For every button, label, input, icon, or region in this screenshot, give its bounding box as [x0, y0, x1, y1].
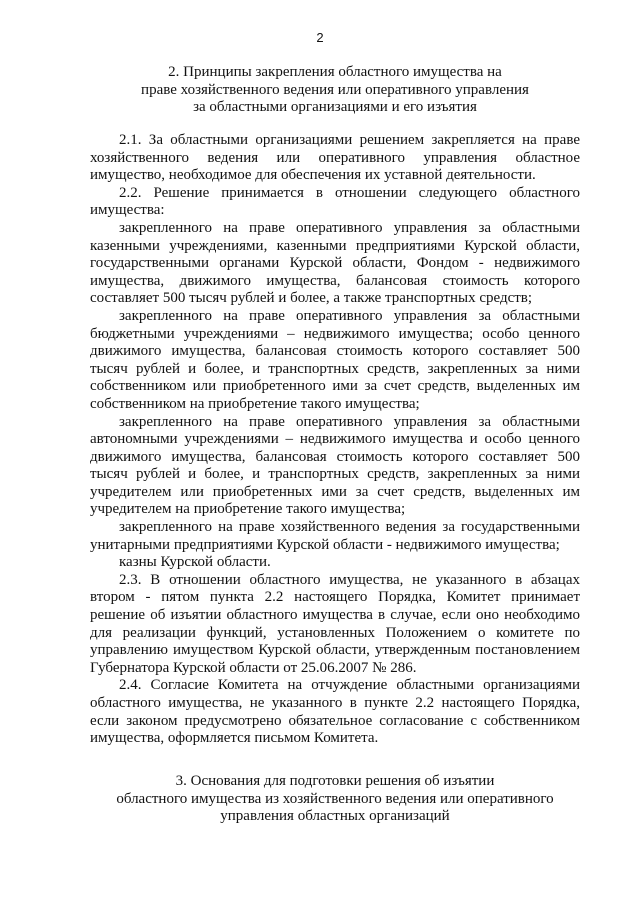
paragraph-2-4: 2.4. Согласие Комитета на отчуждение областными организациями областного имущества, не указанного в пункте 2.2 настоящего Порядка, если законом предусмотрено обязательное согласование с собственником имущества, оформляется письмом Комитета. [90, 677, 580, 747]
section-3-heading-line: областного имущества из хозяйственного ведения или оперативного [116, 790, 554, 807]
paragraph-2-2-item-5: казны Курской области. [119, 554, 271, 571]
paragraph-2-2-item-4: закрепленного на праве хозяйственного ведения за государственными унитарными предприятиями Курской области - недвижимого имущества; [90, 519, 580, 553]
section-3-heading [90, 773, 580, 826]
page-number: 2 [316, 30, 324, 45]
paragraph-2-1: 2.1. За областными организациями решением закрепляется на праве хозяйственного ведения или оперативного управления областное имущество, необходимое для обеспечения их уставной деятельности. [90, 132, 580, 184]
section-2-heading-line: праве хозяйственного ведения или оперативного управления [141, 81, 529, 98]
paragraph-2-2-item-2: закрепленного на праве оперативного управления за областными бюджетными учреждениями – недвижимого имущества; особо ценного движимого имущества, балансовая стоимость которого составляет 500 тысяч рублей и более, и транспортных средств, закрепленных за ними собственником или приобретенного ими за счет средств, выделенных им собственником на приобретение такого имущества; [90, 307, 580, 412]
section-2-heading [90, 64, 580, 117]
section-2-body [90, 132, 580, 748]
section-2-heading-line: за областными организациями и его изъятия [193, 99, 477, 116]
section-3-heading-line: 3. Основания для подготовки решения об изъятии [175, 773, 495, 789]
paragraph-2-2: 2.2. Решение принимается в отношении следующего областного имущества: [90, 184, 580, 219]
section-3-heading-line: управления областных организаций [220, 808, 450, 825]
section-2-heading-line: 2. Принципы закрепления областного имущества на [168, 64, 502, 80]
paragraph-2-3: 2.3. В отношении областного имущества, не указанного в абзацах втором - пятом пункта 2.2 настоящего Порядка, Комитет принимает решение об изъятии областного имущества в случае, если оно необходимо для реализации функций, установленных Положением о комитете по управлению имуществом Курской области, утвержденным постановлением Губернатора Курской области от 25.06.2007 № 286. [90, 571, 580, 676]
paragraph-2-2-item-1: закрепленного на праве оперативного управления за областными казенными учреждениями, казенными предприятиями Курской области, государственными органами Курской области, Фондом - недвижимого имущества, движимого имущества, балансовая стоимость которого составляет 500 тысяч рублей и более, а также транспортных средств; [90, 219, 580, 307]
paragraph-2-2-item-3: закрепленного на праве оперативного управления за областными автономными учреждениями – недвижимого имущества и особо ценного движимого имущества, балансовая стоимость которого составляет 500 тысяч рублей и более, и транспортных средств, закрепленных за ними учредителем или приобретенных ими за счет средств, выделенных им учредителем на приобретение такого имущества; [90, 413, 580, 518]
